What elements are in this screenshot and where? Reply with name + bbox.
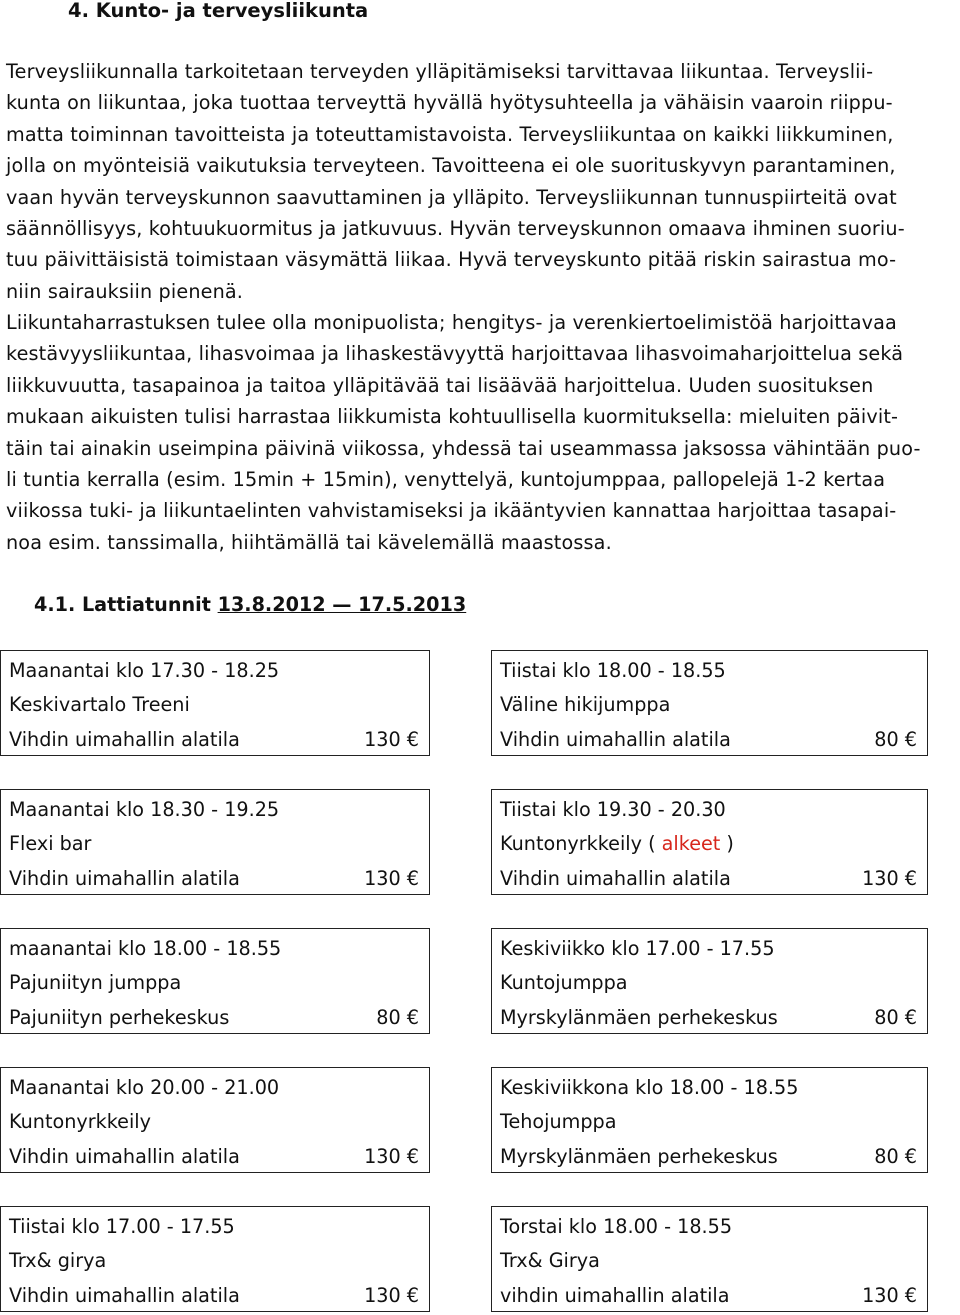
text-line: niin sairauksiin pienenä. (6, 279, 244, 303)
text-line: liikkuvuutta, tasapainoa ja taitoa ylläpitävää tai lisäävää harjoittelua. Uuden suosituksen (6, 373, 874, 397)
subsection-heading (34, 589, 466, 620)
class-card (0, 928, 430, 1034)
class-name-row (500, 829, 917, 859)
class-name: Pajuniityn jumppa (9, 971, 182, 994)
date-range: 13.8.2012 — 17.5.2013 (217, 593, 467, 616)
class-level-highlight: alkeet (661, 832, 721, 855)
text-line: matta toiminnan tavoitteista ja toteuttamistavoista. Terveysliikuntaa on kaikki liikkuminen, (6, 122, 894, 146)
class-location-row (9, 1003, 419, 1033)
text-line: kestävyysliikuntaa, lihasvoimaa ja lihaskestävyyttä harjoittavaa lihasvoimaharjoittelua sekä (6, 342, 904, 366)
text-line: täin tai ainakin useimpina päivinä viikossa, yhdessä tai useammassa jaksossa vähintään puo- (6, 436, 921, 460)
class-location: Vihdin uimahallin alatila (9, 1145, 240, 1168)
class-time: Torstai klo 18.00 - 18.55 (500, 1215, 733, 1238)
class-price: 130 € (364, 867, 419, 890)
class-location: Myrskylänmäen perhekeskus (500, 1145, 778, 1168)
text-line: noa esim. tanssimalla, hiihtämällä tai kävelemällä maastossa. (6, 530, 612, 554)
class-name: Kuntojumppa (500, 971, 628, 994)
class-time: Keskiviikko klo 17.00 - 17.55 (500, 937, 775, 960)
class-card (0, 789, 430, 895)
subsection-title: 4.1. Lattiatunnit (34, 593, 218, 616)
class-card (491, 1206, 928, 1312)
text-line: mukaan aikuisten tulisi harrastaa liikkumista kohtuullisella kuormituksella: mieluiten päivit- (6, 405, 899, 429)
text-line: jolla on myönteisiä vaikutuksia terveyteen. Tavoitteena ei ole suorituskyvyn parantaminen, (6, 154, 896, 178)
text-line: vaan hyvän terveyskunnon saavuttaminen ja ylläpito. Terveysliikunnan tunnuspiirteitä ovat (6, 185, 897, 209)
class-name: Kuntonyrkkeily ( (500, 832, 662, 855)
class-location: Vihdin uimahallin alatila (500, 867, 731, 890)
text-line: Terveysliikunnalla tarkoitetaan terveyden ylläpitämiseksi tarvittavaa liikuntaa. Terveyslii- (6, 60, 874, 83)
class-name: Trx& Girya (500, 1249, 600, 1272)
class-price: 130 € (862, 867, 917, 890)
text-line: säännöllisyys, kohtuukuormitus ja jatkuvuus. Hyvän terveyskunnon omaava ihminen suoriu- (6, 217, 905, 241)
class-card (0, 1067, 430, 1173)
class-location-row (500, 725, 917, 755)
class-price: 80 € (874, 1006, 917, 1029)
class-location: Vihdin uimahallin alatila (9, 1284, 240, 1307)
class-location: Vihdin uimahallin alatila (9, 867, 240, 890)
class-price: 80 € (874, 728, 917, 751)
class-location: Vihdin uimahallin alatila (9, 728, 240, 751)
class-location: Vihdin uimahallin alatila (500, 728, 731, 751)
text-line: Liikuntaharrastuksen tulee olla monipuolista; hengitys- ja verenkiertoelimistöä harjoittavaa (6, 311, 897, 334)
class-location-row (9, 864, 419, 894)
class-name: Tehojumppa (500, 1110, 617, 1133)
text-line: kunta on liikuntaa, joka tuottaa terveyttä hyvällä hyötysuhteella ja vähäisin vaaroin riippu- (6, 91, 893, 115)
class-name-suffix: ) (720, 832, 734, 855)
class-price: 130 € (364, 1145, 419, 1168)
class-name: Trx& girya (9, 1249, 107, 1272)
class-time: maanantai klo 18.00 - 18.55 (9, 937, 282, 960)
class-location: vihdin uimahallin alatila (500, 1284, 730, 1307)
paragraph-exercise-recommendation (6, 307, 951, 558)
class-name: Keskivartalo Treeni (9, 693, 190, 716)
class-location: Myrskylänmäen perhekeskus (500, 1006, 778, 1029)
class-location-row (9, 725, 419, 755)
class-name: Kuntonyrkkeily (9, 1110, 151, 1133)
paragraph-health-exercise (6, 56, 951, 307)
text-line: tuu päivittäisistä toimistaan väsymättä liikaa. Hyvä terveyskunto pitää riskin sairastua mo- (6, 248, 897, 272)
class-price: 80 € (376, 1006, 419, 1029)
class-card (491, 789, 928, 895)
class-name: Flexi bar (9, 832, 92, 855)
text-line: viikossa tuki- ja liikuntaelinten vahvistamiseksi ja ikääntyvien kannattaa harjoittaa tasapai- (6, 499, 897, 523)
class-location-row (9, 1142, 419, 1172)
class-name: Väline hikijumppa (500, 693, 671, 716)
class-time: Keskiviikkona klo 18.00 - 18.55 (500, 1076, 799, 1099)
class-price: 130 € (364, 728, 419, 751)
class-card (0, 1206, 430, 1312)
class-location-row (500, 864, 917, 894)
class-location-row (500, 1142, 917, 1172)
class-location-row (500, 1281, 917, 1311)
class-time: Tiistai klo 17.00 - 17.55 (9, 1215, 235, 1238)
class-card (0, 650, 430, 756)
class-time: Maanantai klo 18.30 - 19.25 (9, 798, 280, 821)
class-card (491, 928, 928, 1034)
class-card (491, 650, 928, 756)
class-price: 130 € (364, 1284, 419, 1307)
class-location-row (500, 1003, 917, 1033)
class-time: Maanantai klo 17.30 - 18.25 (9, 659, 280, 682)
class-time: Tiistai klo 18.00 - 18.55 (500, 659, 726, 682)
section-heading: 4. Kunto- ja terveysliikunta (68, 0, 369, 22)
class-time: Maanantai klo 20.00 - 21.00 (9, 1076, 280, 1099)
text-line: li tuntia kerralla (esim. 15min + 15min), venyttelyä, kuntojumppaa, pallopelejä 1-2 kertaa (6, 468, 886, 492)
class-location: Pajuniityn perhekeskus (9, 1006, 230, 1029)
class-price: 80 € (874, 1145, 917, 1168)
class-time: Tiistai klo 19.30 - 20.30 (500, 798, 726, 821)
class-price: 130 € (862, 1284, 917, 1307)
class-card (491, 1067, 928, 1173)
class-location-row (9, 1281, 419, 1311)
